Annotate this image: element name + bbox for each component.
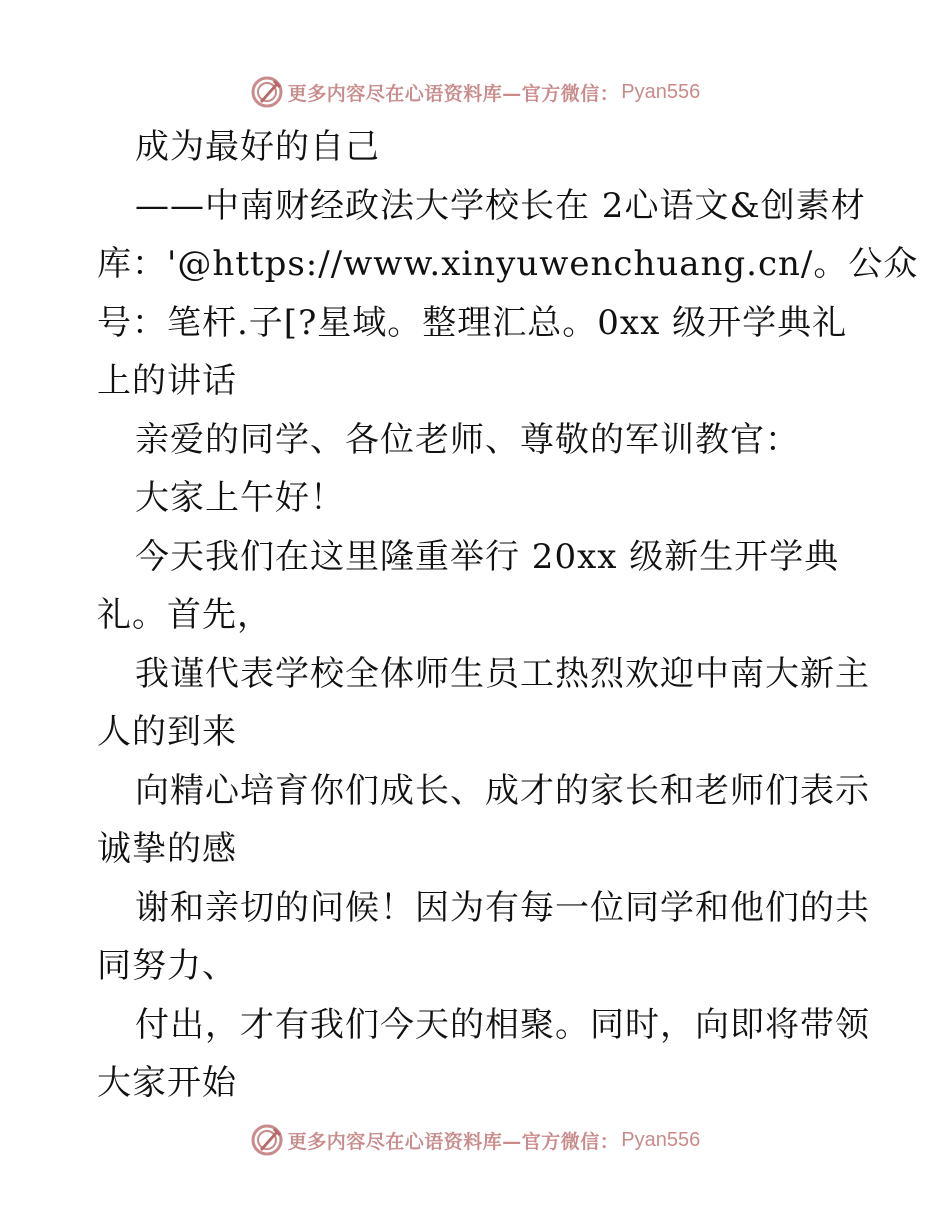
text-line: 诚挚的感	[97, 829, 237, 869]
document-body	[97, 118, 919, 1113]
watermark-wechat-id: Pyan556	[621, 1128, 701, 1151]
watermark-text: 更多内容尽在心语资料库—官方微信：	[287, 82, 620, 105]
watermark-text: 更多内容尽在心语资料库—官方微信：	[287, 1130, 620, 1153]
footer-watermark	[0, 1120, 950, 1160]
text-line: 同努力、	[97, 946, 237, 986]
text-line: 上的讲话	[97, 361, 237, 401]
text-line: 礼。首先，	[97, 595, 272, 635]
text-line: 库：'@https://www.xinyuwenchuang.cn/。公众	[97, 244, 919, 284]
text-line: 今天我们在这里隆重举行 20xx 级新生开学典	[135, 536, 840, 577]
text-line: 成为最好的自己	[135, 127, 380, 167]
text-line: 我谨代表学校全体师生员工热烈欢迎中南大新主	[135, 653, 870, 694]
text-line: 向精心培育你们成长、成才的家长和老师们表示	[135, 770, 870, 811]
text-line: 大家开始	[97, 1063, 237, 1103]
pen-logo-icon	[250, 1123, 284, 1157]
text-line: ——中南财经政法大学校长在 2心语文&创素材	[135, 185, 866, 226]
header-watermark	[0, 72, 950, 112]
text-line: 付出，才有我们今天的相聚。同时，向即将带领	[135, 1004, 870, 1045]
text-line: 亲爱的同学、各位老师、尊敬的军训教官：	[135, 419, 800, 460]
watermark-wechat-id: Pyan556	[621, 80, 701, 103]
text-line: 谢和亲切的问候！因为有每一位同学和他们的共	[135, 887, 870, 928]
text-line: 号：笔杆.子[?星域。整理汇总。0xx 级开学典礼	[97, 302, 848, 343]
pen-logo-icon	[250, 75, 284, 109]
text-line: 人的到来	[97, 712, 237, 752]
text-line: 大家上午好！	[135, 478, 345, 518]
